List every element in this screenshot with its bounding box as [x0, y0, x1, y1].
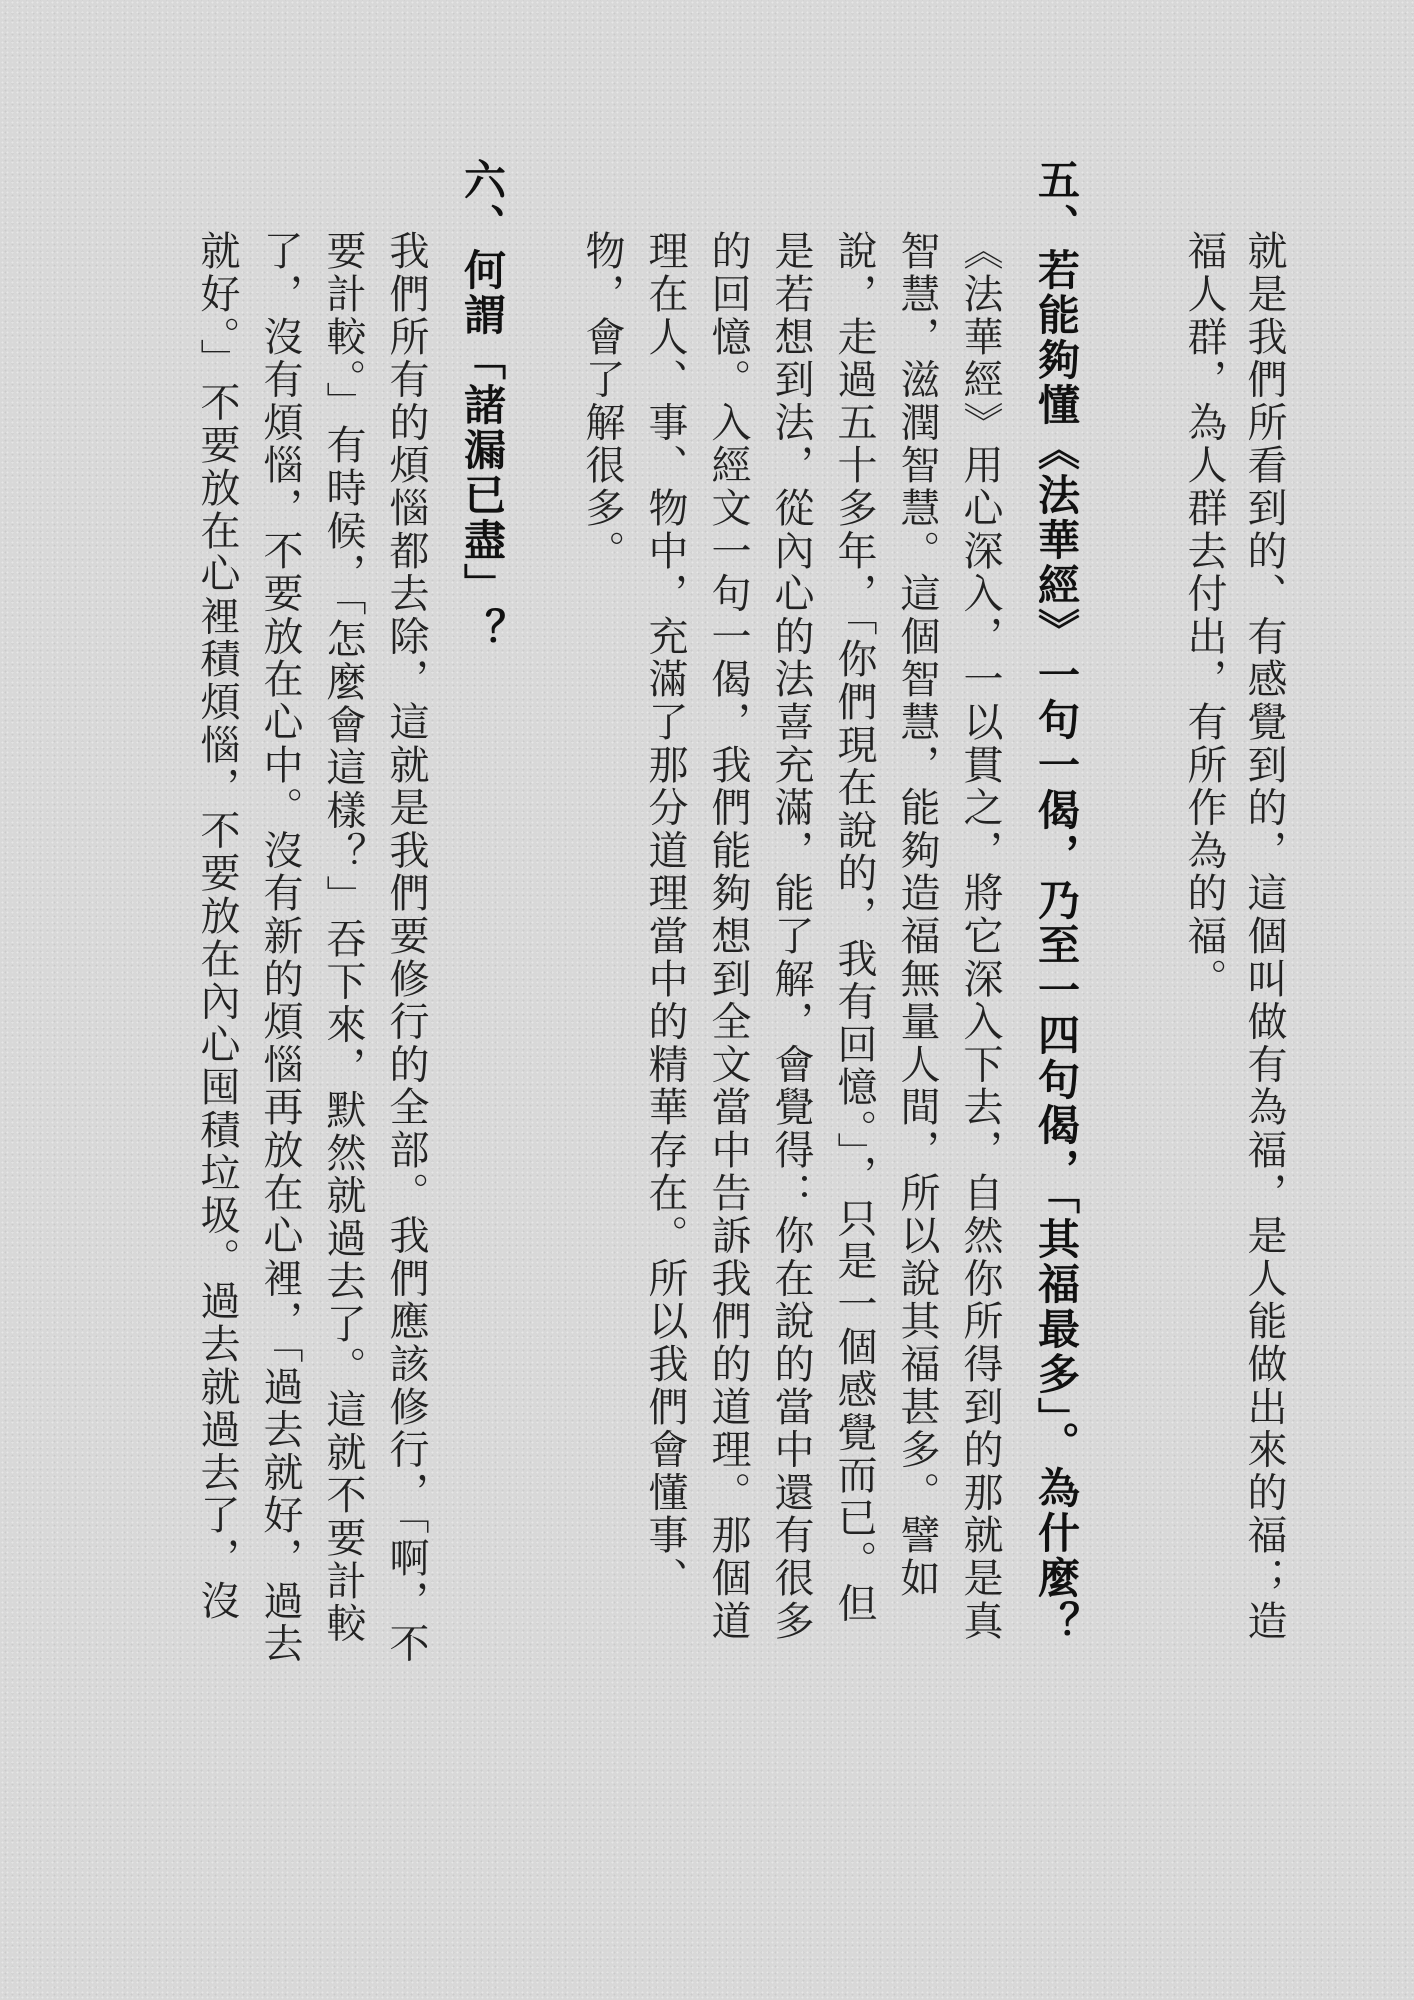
body-text-line: 就是我們所看到的、有感覺到的，這個叫做有為福，是人能做出來的福；造 [1241, 230, 1287, 1643]
body-text-line: 說，走過五十多年，「你們現在說的，我有回憶。」，只是一個感覺而已。但 [831, 230, 877, 1626]
body-text-line: 就好。」不要放在心裡積煩惱，不要放在內心囤積垃圾。過去就過去了，沒 [194, 230, 240, 1623]
body-text-line: 要計較。」有時候，「怎麼會這樣？」吞下來，默然就過去了。這就不要計較 [320, 230, 366, 1646]
body-text-line: 是若想到法，從內心的法喜充滿，能了解，會覺得：你在說的當中還有很多 [768, 230, 814, 1643]
body-text-line: 了，沒有煩惱，不要放在心中。沒有新的煩惱再放在心裡，「過去就好，過去 [257, 230, 303, 1666]
body-text-line: 智慧，滋潤智慧。這個智慧，能夠造福無量人間，所以說其福甚多。譬如 [894, 230, 940, 1600]
body-text-line: 物，會了解很多。 [579, 230, 625, 573]
section-heading-5: 五、若能夠懂《法華經》一句一偈，乃至一四句偈，「其福最多」。為什麼？ [1032, 158, 1081, 1646]
body-text-line: 理在人、事、物中，充滿了那分道理當中的精華存在。所以我們會懂事、 [642, 230, 688, 1600]
body-text-line: 的回憶。入經文一句一偈，我們能夠想到全文當中告訴我們的道理。那個道 [705, 230, 751, 1643]
body-text-line: 福人群，為人群去付出，有所作為的福。 [1181, 230, 1227, 1001]
body-text-line: 《法華經》用心深入，一以貫之，將它深入下去，自然你所得到的那就是真 [957, 230, 1003, 1643]
body-text-line: 我們所有的煩惱都去除，這就是我們要修行的全部。我們應該修行，「啊，不 [383, 230, 429, 1666]
section-heading-6: 六、何謂「諸漏已盡」？ [458, 158, 507, 653]
